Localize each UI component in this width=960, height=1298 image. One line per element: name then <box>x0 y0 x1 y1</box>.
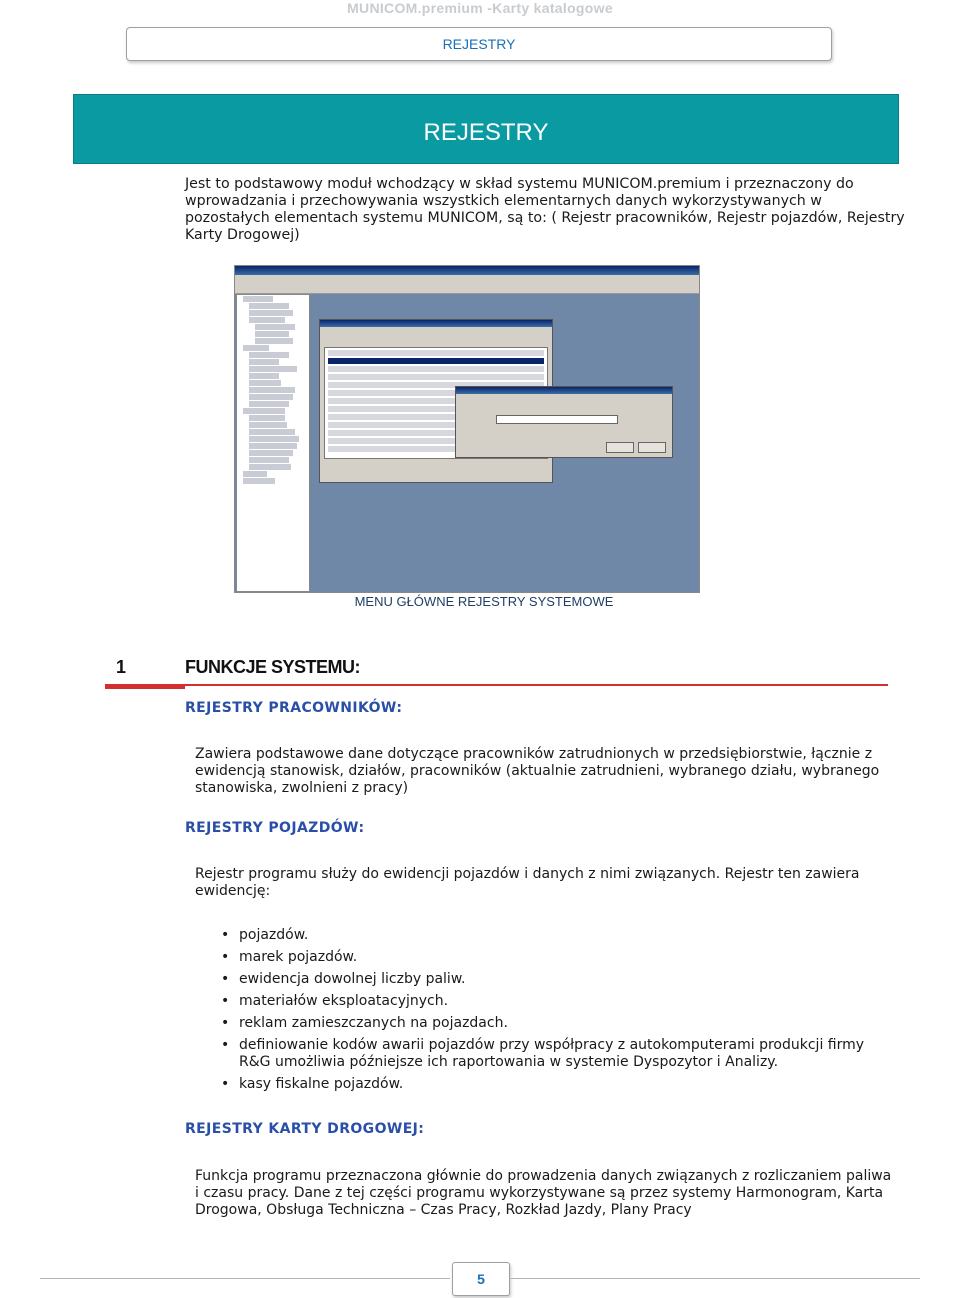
roadcard-text: Funkcja programu przeznaczona głównie do prowadzenia danych związanych z rozliczaniem paliwa i czasu pracy. Dane z tej części programu wykorzystywane są przez systemy Harmonogram, Karta Drogowa, Obsługa Techniczna – Czas Pracy, Rozkład Jazdy, Plany Pracy <box>195 1168 892 1218</box>
list-item: • definiowanie kodów awarii pojazdów przy współpracy z autokomputerami produkcji firmy R&G umożliwia późniejsze ich raportowania w systemie Dyspozytor i Analizy. <box>217 1037 897 1071</box>
list-item: • marek pojazdów. <box>217 949 897 966</box>
employees-heading: REJESTRY PRACOWNIKÓW: <box>185 700 403 716</box>
screenshot-user-bar <box>235 283 699 294</box>
screenshot-add-type-dialog <box>455 386 673 458</box>
screenshot-titlebar <box>235 266 699 275</box>
application-screenshot <box>234 265 700 593</box>
page-number: 5 <box>452 1262 510 1296</box>
section-tab: REJESTRY <box>126 27 832 61</box>
footer-rule-left <box>40 1278 450 1279</box>
screenshot-tree-panel <box>236 294 310 592</box>
section-rule-accent <box>105 684 185 689</box>
page-banner <box>73 94 899 164</box>
intro-paragraph: Jest to podstawowy moduł wchodzący w skład systemu MUNICOM.premium i przeznaczony do wprowadzania i przechowywania wszystkich elementarnych danych wykorzystywanych w pozostałych elementach systemu MUNICOM, są to: ( Rejestr pracowników, Rejestr pojazdów, Rejestry Karty Drogowej) <box>185 176 905 243</box>
list-item: • reklam zamieszczanych na pojazdach. <box>217 1015 897 1032</box>
vehicles-text: Rejestr programu służy do ewidencji pojazdów i danych z nimi związanych. Rejestr ten zawiera ewidencję: <box>195 866 860 899</box>
figure-caption: MENU GŁÓWNE REJESTRY SYSTEMOWE <box>354 594 614 609</box>
banner-title: REJESTRY <box>423 119 549 146</box>
section-number: 1 <box>116 657 127 677</box>
list-item: • materiałów eksploatacyjnych. <box>217 993 897 1010</box>
document-header-title: MUNICOM.premium -Karty katalogowe <box>347 0 613 16</box>
roadcard-heading: REJESTRY KARTY DROGOWEJ: <box>185 1121 425 1137</box>
section-rule <box>185 684 888 686</box>
screenshot-menubar <box>235 275 699 283</box>
list-item: • ewidencja dowolnej liczby paliw. <box>217 971 897 988</box>
vehicles-heading: REJESTRY POJAZDÓW: <box>185 820 365 836</box>
vehicles-list <box>217 927 897 1098</box>
section-title: FUNKCJE SYSTEMU: <box>185 657 361 677</box>
list-item: • kasy fiskalne pojazdów. <box>217 1076 897 1093</box>
employees-text: Zawiera podstawowe dane dotyczące pracowników zatrudnionych w przedsiębiorstwie, łącznie z ewidencją stanowisk, działów, pracowników (aktualnie zatrudnieni, wybranego działu, wybranego stanowiska, zwolnieni z pracy) <box>195 746 880 796</box>
footer-rule-right <box>510 1278 920 1279</box>
list-item: • pojazdów. <box>217 927 897 944</box>
